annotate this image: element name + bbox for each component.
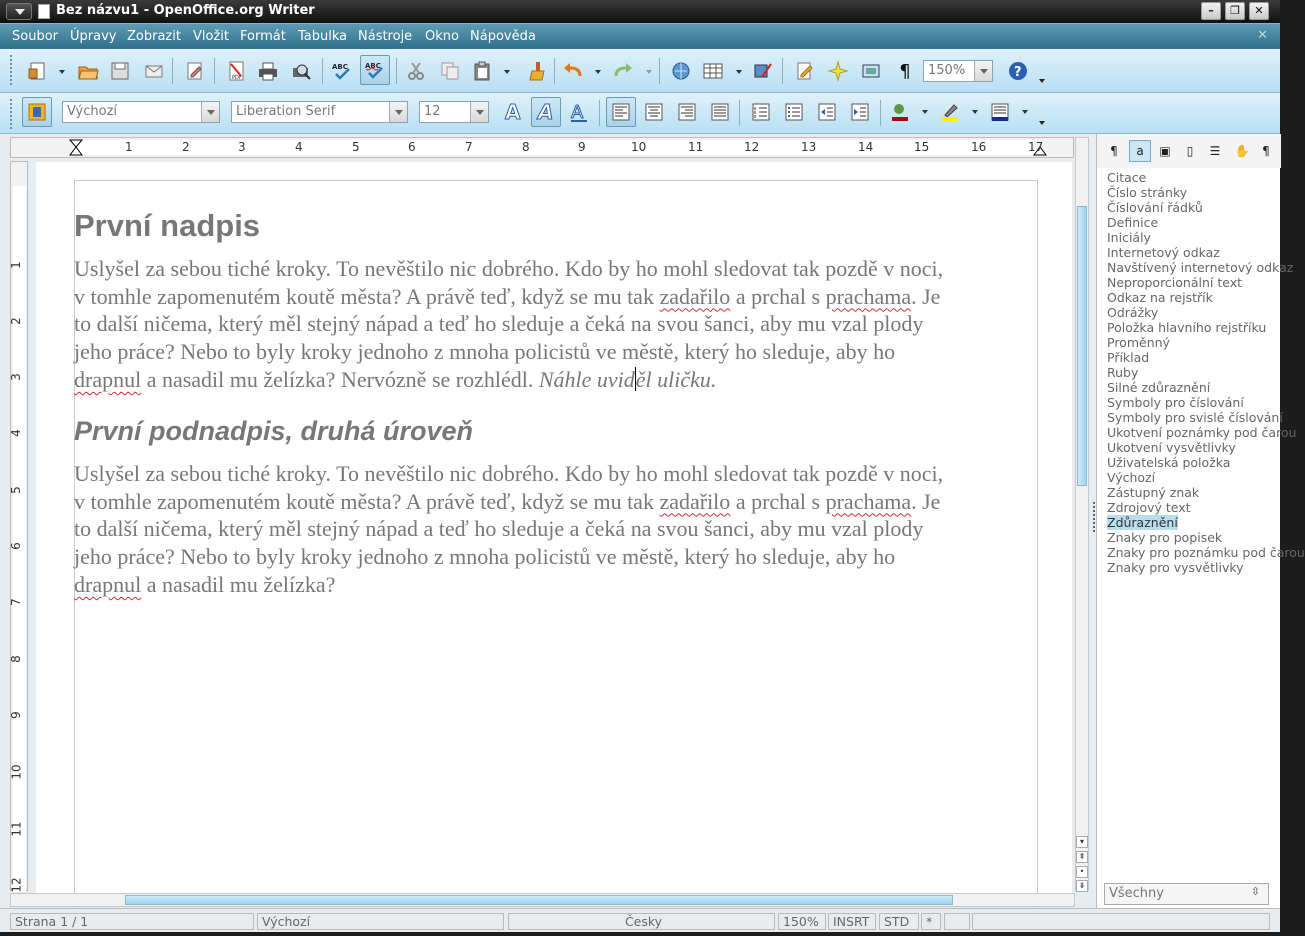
increase-indent-icon[interactable] (845, 97, 875, 127)
style-item[interactable]: Ukotvení vysvětlivky (1107, 440, 1236, 455)
text-line: to další ničema, který měl stejný nápad a teď ho sleduje a čeká na svou šanci, aby mu vzal plody (74, 516, 924, 542)
style-item[interactable]: Symboly pro svislé číslování (1107, 410, 1283, 425)
open-folder-icon[interactable] (73, 56, 103, 86)
formatting-marks-icon[interactable]: ¶ (899, 60, 911, 82)
zoom-status[interactable]: 150% (778, 913, 826, 930)
ruler-number: 6 (408, 140, 416, 154)
toolbar-grip[interactable] (10, 55, 14, 85)
styles-panel (1096, 134, 1305, 908)
menu-vlozit[interactable]: Vložit (193, 29, 229, 44)
highlighting-dropdown-icon[interactable] (972, 110, 978, 114)
align-center-icon[interactable] (639, 97, 669, 127)
style-item[interactable]: Ruby (1107, 365, 1139, 380)
style-item[interactable]: Číslování řádků (1107, 200, 1203, 215)
text-line: Uslyšel za sebou tiché kroky. To nevěštilo nic dobrého. Kdo by ho mohl sledovat tak pozdě v noci, (74, 256, 944, 281)
vertical-ruler[interactable] (10, 161, 28, 891)
style-item[interactable]: Citace (1107, 170, 1147, 185)
previous-page-icon[interactable]: ⇞ (1076, 851, 1088, 863)
style-item[interactable]: Položka hlavního rejstříku (1107, 320, 1267, 335)
ruler-number: 12 (744, 140, 760, 154)
style-item[interactable]: Znaky pro popisek (1107, 530, 1223, 545)
standard-toolbar (0, 49, 1280, 93)
redo-dropdown-icon[interactable] (646, 70, 652, 74)
save-icon[interactable] (105, 56, 135, 86)
text-line: Uslyšel za sebou tiché kroky. To nevěštilo nic dobrého. Kdo by ho mohl sledovat tak pozdě v noci, (74, 461, 944, 486)
document-icon (38, 4, 50, 19)
ruler-number: 1 (125, 140, 133, 154)
style-item[interactable]: Internetový odkaz (1107, 245, 1220, 260)
style-item[interactable]: Ukotvení poznámky pod čarou (1107, 425, 1297, 440)
menu-bar (0, 23, 1280, 49)
window-menu-button[interactable] (6, 3, 32, 20)
svg-text:A: A (505, 100, 521, 124)
ruler-number: 3 (8, 373, 23, 381)
align-right-icon[interactable] (672, 97, 702, 127)
svg-text:A: A (571, 102, 584, 123)
minimize-button[interactable]: – (1201, 2, 1221, 20)
window-title: Bez názvu1 - OpenOffice.org Writer (56, 3, 315, 18)
text-line: jeho práce? Nebo to byly kroky jednoho z mnoha policistů ve městě, který ho sleduje, aby ho (74, 544, 896, 570)
ruler-number: 4 (8, 429, 23, 437)
style-item[interactable]: Zdrojový text (1107, 500, 1191, 515)
horizontal-ruler[interactable] (10, 137, 1074, 158)
svg-text:?: ? (1014, 65, 1022, 80)
ruler-number: 17 (1028, 140, 1044, 154)
misspelled-word: drapnul (74, 366, 142, 392)
autospellcheck-icon[interactable] (360, 55, 390, 85)
ruler-number: 8 (8, 655, 23, 663)
copy-icon[interactable] (435, 56, 465, 86)
font-name-value: Liberation Serif (236, 104, 336, 119)
ruler-number: 11 (688, 140, 704, 154)
updown-icon: ⇳ (1250, 885, 1260, 898)
text-line: v tomhle zapomenutém koutě města? A právě teď, když se mu tak zadařilo a prchal s prachama. Je (74, 488, 941, 514)
insert-mode-status[interactable]: INSRT (828, 913, 876, 930)
text-line: to další ničema, který měl stejný nápad a teď ho sleduje a čeká na svou šanci, aby mu vzal plody (74, 311, 924, 337)
style-item[interactable]: Definice (1107, 215, 1159, 230)
font-size-value: 12 (424, 104, 441, 119)
bullets-icon[interactable] (779, 97, 809, 127)
ruler-number: 14 (858, 140, 874, 154)
help-icon[interactable] (1003, 56, 1033, 86)
style-item[interactable]: Zástupný znak (1107, 485, 1200, 500)
style-item[interactable]: Silné zdůraznění (1107, 380, 1211, 395)
show-draw-functions-icon[interactable] (748, 56, 778, 86)
font-color-dropdown-icon[interactable] (922, 110, 928, 114)
style-item[interactable]: Odkaz na rejstřík (1107, 290, 1213, 305)
table-dropdown-icon[interactable] (736, 70, 742, 74)
font-size-select[interactable] (419, 101, 489, 123)
style-item[interactable]: Příklad (1107, 350, 1150, 365)
navigation-icon[interactable]: • (1076, 866, 1088, 878)
hyperlink-icon[interactable] (666, 56, 696, 86)
decrease-indent-icon[interactable] (812, 97, 842, 127)
character-styles-icon[interactable]: a (1129, 140, 1151, 162)
underline-icon[interactable] (564, 97, 594, 127)
spellcheck-icon[interactable] (327, 56, 357, 86)
svg-text:PDF: PDF (232, 75, 242, 81)
misspelled-word: prachama (825, 283, 912, 309)
ruler-number: 11 (9, 821, 24, 837)
paragraph-style-select[interactable] (62, 101, 220, 123)
highlighting-icon[interactable] (935, 97, 965, 127)
ruler-number: 5 (8, 486, 23, 494)
page-styles-icon[interactable]: ▯ (1186, 144, 1194, 158)
ruler-number: 7 (465, 140, 473, 154)
menu-okno[interactable]: Okno (425, 29, 459, 44)
toolbar-grip[interactable] (10, 99, 14, 129)
indent-marker-icon[interactable] (69, 139, 83, 157)
align-left-icon[interactable] (606, 97, 636, 127)
style-item[interactable]: Výchozí (1107, 470, 1156, 485)
style-item[interactable]: Symboly pro číslování (1107, 395, 1244, 410)
svg-text:A: A (538, 100, 554, 124)
find-replace-icon[interactable] (790, 56, 820, 86)
ruler-number: 2 (182, 140, 190, 154)
new-document-icon[interactable] (22, 56, 52, 86)
scroll-down-icon[interactable]: ▾ (1076, 836, 1088, 848)
svg-text:ABC: ABC (365, 62, 381, 70)
text-line: v tomhle zapomenutém koutě města? A právě teď, když se mu tak zadařilo a prchal s prachama. Je (74, 283, 941, 309)
ruler-number: 7 (8, 598, 23, 606)
numbering-icon[interactable] (746, 97, 776, 127)
list-styles-icon[interactable]: ☰ (1209, 144, 1221, 158)
language-status[interactable]: Česky (508, 913, 775, 930)
edit-file-icon[interactable] (180, 56, 210, 86)
ruler-number: 8 (522, 140, 530, 154)
gallery-icon[interactable] (856, 56, 886, 86)
ruler-number: 2 (8, 317, 23, 325)
print-icon[interactable] (253, 56, 283, 86)
misspelled-word: prachama (825, 488, 912, 514)
modified-status: * (921, 913, 941, 930)
toolbar-options-icon[interactable] (1039, 79, 1045, 85)
style-item[interactable]: Znaky pro vysvětlivky (1107, 560, 1244, 575)
italic-icon[interactable] (531, 97, 561, 127)
heading-2: První podnadpis, druhá úroveň (74, 416, 474, 446)
clone-formatting-icon[interactable] (520, 56, 550, 86)
misspelled-word: drapnul (74, 571, 142, 597)
next-page-icon[interactable]: ⇟ (1076, 880, 1088, 892)
vertical-scroll-thumb[interactable] (1077, 206, 1087, 486)
misspelled-word: zadařilo (659, 283, 731, 309)
style-filter-select[interactable] (1104, 883, 1269, 905)
document-area (0, 134, 1092, 908)
style-filter-value: Všechny (1109, 886, 1164, 901)
ruler-number: 9 (578, 140, 586, 154)
new-style-icon[interactable]: ¶ (1262, 144, 1270, 158)
ruler-number: 10 (631, 140, 647, 154)
paste-dropdown-icon[interactable] (504, 70, 510, 74)
font-color-icon[interactable] (885, 97, 915, 127)
selection-mode-status[interactable]: STD (879, 913, 919, 930)
text-line: drapnul a nasadil mu želízka? Nervózně se rozhlédl. Náhle uviděl uličku. (74, 366, 717, 392)
signature-status[interactable] (944, 913, 970, 930)
style-item[interactable]: Znaky pro poznámku pod čarou (1107, 545, 1305, 560)
menu-napoveda[interactable]: Nápověda (470, 29, 536, 44)
ruler-number: 3 (238, 140, 246, 154)
style-item[interactable]: Uživatelská položka (1107, 455, 1231, 470)
style-item[interactable]: Číslo stránky (1107, 185, 1188, 200)
zoom-value: 150% (928, 63, 966, 78)
menu-soubor[interactable]: Soubor (12, 29, 58, 44)
style-item[interactable]: Proměnný (1107, 335, 1170, 350)
fill-format-mode-icon[interactable]: ✋ (1234, 144, 1250, 158)
style-item[interactable]: Iniciály (1107, 230, 1151, 245)
text-line: jeho práce? Nebo to byly kroky jednoho z mnoha policistů ve městě, který ho sleduje, aby ho (74, 339, 896, 365)
document-page[interactable] (36, 162, 1072, 902)
style-item[interactable]: Zdůraznění (1107, 515, 1178, 530)
redo-icon[interactable] (608, 56, 638, 86)
bold-icon[interactable] (498, 97, 528, 127)
cut-icon[interactable] (401, 56, 431, 86)
close-document-icon[interactable]: ✕ (1257, 28, 1268, 43)
undo-dropdown-icon[interactable] (595, 70, 601, 74)
paragraph-style-value: Výchozí (67, 104, 118, 119)
menu-zobrazit[interactable]: Zobrazit (127, 29, 181, 44)
ruler-number: 15 (914, 140, 930, 154)
ruler-number: 4 (295, 140, 303, 154)
menu-upravy[interactable]: Úpravy (70, 29, 117, 44)
undo-icon[interactable] (558, 56, 588, 86)
print-preview-icon[interactable] (286, 56, 316, 86)
formatting-toolbar (0, 93, 1280, 134)
text-line: drapnul a nasadil mu želízka? (74, 571, 336, 597)
navigator-icon[interactable] (823, 56, 853, 86)
ruler-number: 1 (8, 261, 23, 269)
style-item[interactable]: Neproporcionální text (1107, 275, 1243, 290)
paste-icon[interactable] (467, 56, 497, 86)
ruler-number: 9 (8, 711, 23, 719)
paragraph-1 (74, 255, 1036, 394)
email-icon[interactable] (139, 56, 169, 86)
style-item[interactable]: Navštívený internetový odkaz (1107, 260, 1294, 275)
page-number-status[interactable]: Strana 1 / 1 (10, 913, 254, 930)
justify-icon[interactable] (705, 97, 735, 127)
export-pdf-icon[interactable] (221, 56, 251, 86)
maximize-button[interactable]: ❐ (1225, 2, 1245, 20)
horizontal-scroll-thumb[interactable] (125, 895, 953, 905)
svg-text:ABC: ABC (332, 63, 348, 71)
ruler-number: 16 (971, 140, 987, 154)
background-color-dropdown-icon[interactable] (1022, 110, 1028, 114)
menu-tabulka[interactable]: Tabulka (298, 29, 348, 44)
font-name-select[interactable] (231, 101, 408, 123)
page-style-status[interactable]: Výchozí (257, 913, 504, 930)
ruler-number: 5 (352, 140, 360, 154)
ruler-number: 6 (8, 542, 23, 550)
vertical-scrollbar[interactable] (1075, 137, 1089, 891)
styles-list[interactable] (1107, 170, 1305, 575)
horizontal-scrollbar[interactable] (10, 893, 1075, 907)
zoom-select[interactable] (923, 60, 993, 82)
object-info-status (972, 913, 1270, 930)
paragraph-styles-icon[interactable]: ¶ (1110, 144, 1118, 158)
close-button[interactable]: ✕ (1249, 2, 1269, 20)
frame-styles-icon[interactable]: ▣ (1159, 144, 1171, 158)
menu-format[interactable]: Formát (240, 29, 286, 44)
misspelled-word: zadařilo (659, 488, 731, 514)
toolbar-options-icon[interactable] (1039, 121, 1045, 127)
background-color-icon[interactable] (985, 97, 1015, 127)
styles-formatting-icon[interactable] (22, 97, 52, 127)
paragraph-2 (74, 460, 1036, 599)
status-bar (0, 908, 1280, 932)
menu-nastroje[interactable]: Nástroje (358, 29, 413, 44)
styles-panel-toolbar (1097, 134, 1281, 168)
style-item[interactable]: Odrážky (1107, 305, 1159, 320)
title-bar (0, 0, 1280, 23)
heading-1: První nadpis (74, 208, 261, 243)
ruler-number: 12 (9, 877, 24, 893)
table-icon[interactable] (698, 56, 728, 86)
ruler-number: 10 (9, 764, 24, 780)
ruler-number: 13 (801, 140, 817, 154)
new-dropdown-icon[interactable] (59, 70, 65, 74)
